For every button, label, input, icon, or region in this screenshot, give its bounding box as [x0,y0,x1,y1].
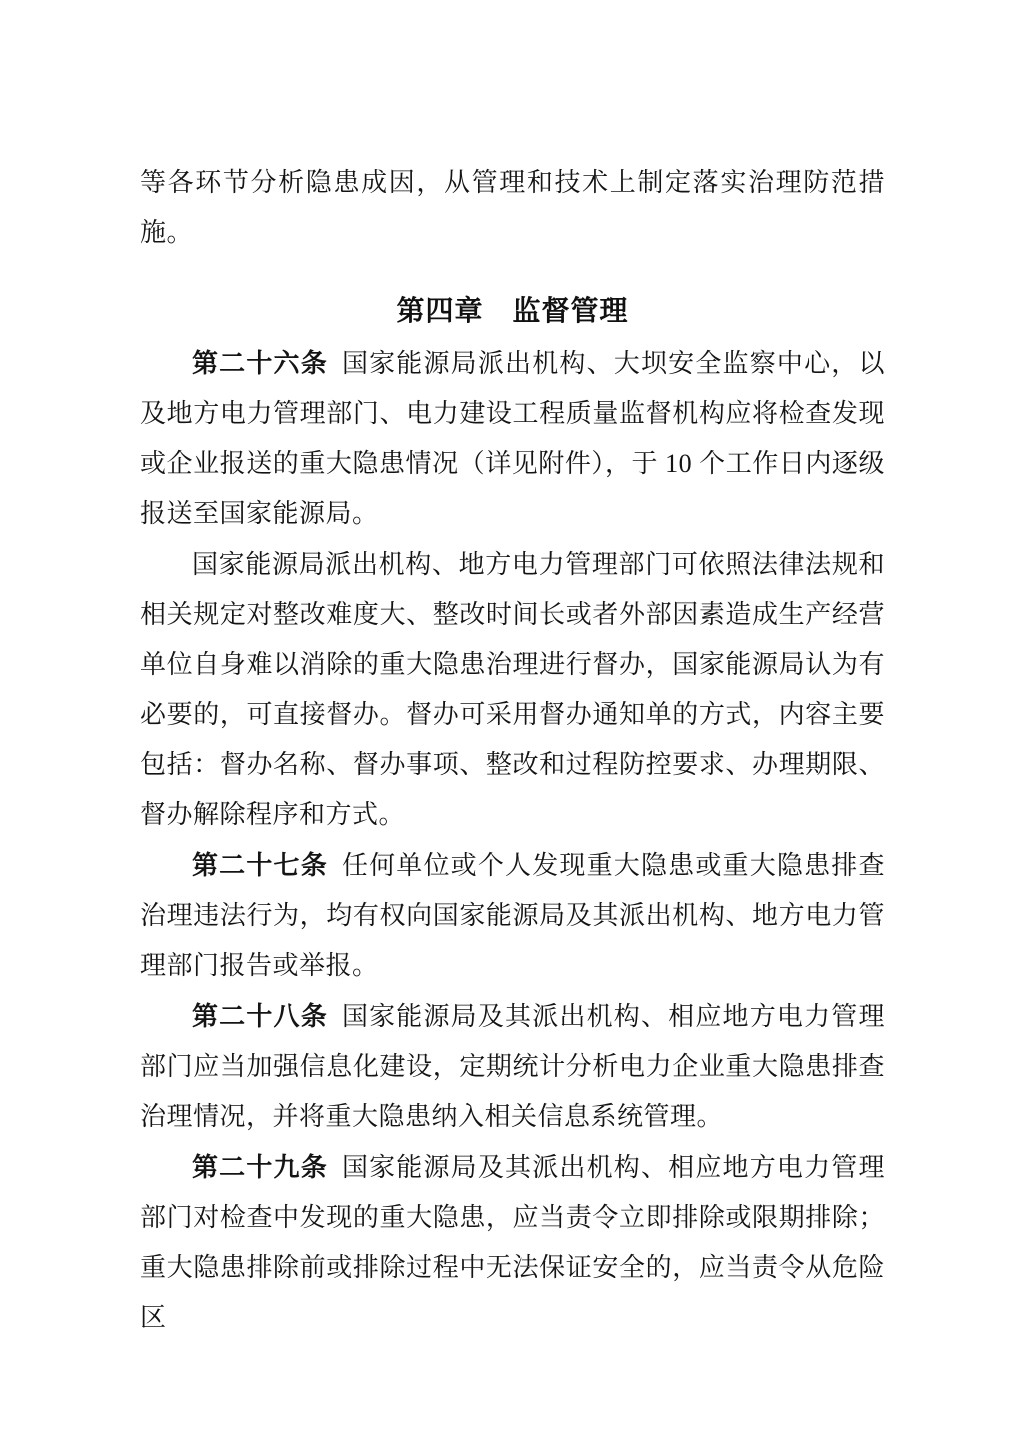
article-26-text: 国家能源局派出机构、大坝安全监察中心，以及地方电力管理部门、电力建设工程质量监督机构应将检查发现或企业报送的重大隐患情况（详见附件），于 10 个工作日内逐级报送至国家能源局。 [140,349,885,528]
article-27-text: 任何单位或个人发现重大隐患或重大隐患排查治理违法行为，均有权向国家能源局及其派出机构、地方电力管理部门报告或举报。 [140,851,885,980]
paragraph-article-26 [140,338,885,539]
article-26b-text: 国家能源局派出机构、地方电力管理部门可依照法律法规和相关规定对整改难度大、整改时间长或者外部因素造成生产经营单位自身难以消除的重大隐患治理进行督办，国家能源局认为有必要的，可直接督办。督办可采用督办通知单的方式，内容主要包括：督办名称、督办事项、整改和过程防控要求、办理期限、督办解除程序和方式。 [140,550,885,829]
continuation-paragraph-text: 等各环节分析隐患成因，从管理和技术上制定落实治理防范措施。 [140,168,885,247]
article-26-number: 第二十六条 [192,348,328,378]
article-28-number: 第二十八条 [192,1001,328,1031]
article-29-number: 第二十九条 [192,1152,328,1182]
chapter-heading: 第四章 监督管理 [396,295,629,326]
paragraph-article-27 [140,840,885,991]
continuation-paragraph [140,158,885,258]
paragraph-article-26-continued [140,539,885,840]
paragraph-article-28 [140,991,885,1142]
article-28-text: 国家能源局及其派出机构、相应地方电力管理部门应当加强信息化建设，定期统计分析电力企业重大隐患排查治理情况，并将重大隐患纳入相关信息系统管理。 [140,1002,885,1131]
article-27-number: 第二十七条 [192,850,328,880]
paragraph-article-29 [140,1142,885,1343]
article-29-text: 国家能源局及其派出机构、相应地方电力管理部门对检查中发现的重大隐患，应当责令立即排除或限期排除；重大隐患排除前或排除过程中无法保证安全的，应当责令从危险区 [140,1153,885,1332]
